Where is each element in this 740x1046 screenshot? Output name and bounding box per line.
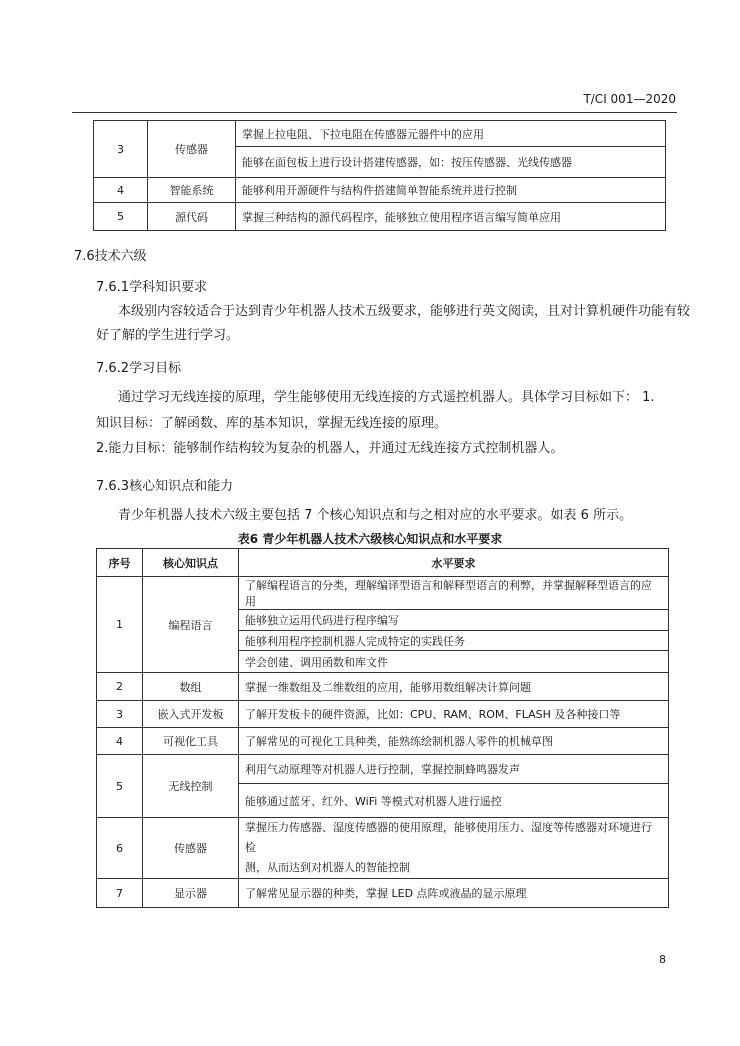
knowledge-point: 无线控制 bbox=[143, 755, 239, 818]
requirement-text: 学会创建、调用函数和库文件 bbox=[239, 651, 669, 673]
row-number: 2 bbox=[97, 673, 143, 701]
subsection-heading: 7.6.3核心知识点和能力 bbox=[96, 479, 234, 494]
table-row bbox=[94, 203, 666, 231]
knowledge-point: 传感器 bbox=[148, 121, 236, 178]
knowledge-point: 可视化工具 bbox=[143, 728, 239, 755]
row-number: 1 bbox=[97, 577, 143, 673]
table-row bbox=[94, 178, 666, 203]
page-number: 8 bbox=[659, 953, 666, 966]
knowledge-point: 数组 bbox=[143, 673, 239, 701]
paragraph-line: 青少年机器人技术六级主要包括 7 个核心知识点和与之相对应的水平要求。如表 6 所示。 bbox=[118, 508, 633, 523]
table-row bbox=[94, 121, 666, 147]
requirement-text: 能够利用程序控制机器人完成特定的实践任务 bbox=[239, 631, 669, 651]
row-number: 4 bbox=[94, 178, 148, 203]
requirement-text: 利用气动原理等对机器人进行控制，掌握控制蜂鸣器发声 bbox=[239, 755, 669, 784]
knowledge-point: 显示器 bbox=[143, 879, 239, 908]
requirement-text: 掌握三种结构的源代码程序，能够独立使用程序语言编写简单应用 bbox=[236, 203, 666, 231]
document-id: T/CI 001—2020 bbox=[583, 92, 676, 106]
table-caption: 表6 青少年机器人技术六级核心知识点和水平要求 bbox=[237, 532, 503, 546]
paragraph-line: 知识目标：了解函数、库的基本知识，掌握无线连接的原理。 bbox=[96, 416, 448, 431]
requirement-text: 了解常见的可视化工具种类，能熟练绘制机器人零件的机械草图 bbox=[239, 728, 669, 755]
table-row bbox=[97, 818, 669, 879]
requirement-text: 掌握一维数组及二维数组的应用，能够用数组解决计算问题 bbox=[239, 673, 669, 701]
requirement-text: 能够通过蓝牙、红外、WiFi 等模式对机器人进行遥控 bbox=[239, 784, 669, 818]
requirement-text: 了解编程语言的分类，理解编译型语言和解释型语言的利弊，并掌握解释型语言的应用 bbox=[239, 577, 669, 610]
table-row bbox=[97, 673, 669, 701]
table-level5-continued bbox=[93, 120, 666, 231]
row-number: 5 bbox=[97, 755, 143, 818]
knowledge-point: 智能系统 bbox=[148, 178, 236, 203]
row-number: 7 bbox=[97, 879, 143, 908]
row-number: 5 bbox=[94, 203, 148, 231]
requirement-text: 能够在面包板上进行设计搭建传感器，如：按压传感器、光线传感器 bbox=[236, 147, 666, 178]
row-number: 3 bbox=[97, 701, 143, 728]
section-heading: 7.6技术六级 bbox=[74, 249, 147, 264]
requirement-text: 能够独立运用代码进行程序编写 bbox=[239, 610, 669, 631]
subsection-heading: 7.6.1学科知识要求 bbox=[96, 280, 208, 295]
requirement-text: 能够利用开源硬件与结构件搭建简单智能系统并进行控制 bbox=[236, 178, 666, 203]
paragraph-line: 2.能力目标：能够制作结构较为复杂的机器人，并通过无线连接方式控制机器人。 bbox=[96, 441, 564, 456]
knowledge-point: 编程语言 bbox=[143, 577, 239, 673]
requirement-text bbox=[239, 818, 669, 879]
knowledge-point: 源代码 bbox=[148, 203, 236, 231]
header-rule bbox=[72, 112, 677, 113]
requirement-text: 了解常见显示器的种类，掌握 LED 点阵或液晶的显示原理 bbox=[239, 879, 669, 908]
header-no: 序号 bbox=[97, 549, 143, 577]
row-number: 6 bbox=[97, 818, 143, 879]
paragraph-line: 通过学习无线连接的原理，学生能够使用无线连接的方式遥控机器人。具体学习目标如下： 1. bbox=[118, 390, 655, 405]
knowledge-point: 嵌入式开发板 bbox=[143, 701, 239, 728]
paragraph-line: 好了解的学生进行学习。 bbox=[96, 328, 240, 343]
paragraph-line: 本级别内容较适合于达到青少年机器人技术五级要求，能够进行英文阅读，且对计算机硬件功能有较 bbox=[118, 304, 691, 319]
knowledge-point: 传感器 bbox=[143, 818, 239, 879]
table-row bbox=[97, 879, 669, 908]
row-number: 4 bbox=[97, 728, 143, 755]
requirement-text: 了解开发板卡的硬件资源，比如：CPU、RAM、ROM、FLASH 及各种接口等 bbox=[239, 701, 669, 728]
requirement-text: 掌握上拉电阻、下拉电阻在传感器元器件中的应用 bbox=[236, 121, 666, 147]
table-row bbox=[97, 755, 669, 784]
table-header-row bbox=[97, 549, 669, 577]
header-point: 核心知识点 bbox=[143, 549, 239, 577]
table-row bbox=[97, 728, 669, 755]
requirement-line: 测，从而达到对机器人的智能控制 bbox=[245, 861, 410, 874]
row-number: 3 bbox=[94, 121, 148, 178]
table-row bbox=[97, 577, 669, 610]
subsection-heading: 7.6.2学习目标 bbox=[96, 361, 182, 376]
table-level6-core-points bbox=[96, 548, 669, 908]
table-row bbox=[97, 701, 669, 728]
requirement-line: 掌握压力传感器、湿度传感器的使用原理，能够使用压力、湿度等传感器对环境进行检 bbox=[245, 821, 652, 854]
header-req: 水平要求 bbox=[239, 549, 669, 577]
